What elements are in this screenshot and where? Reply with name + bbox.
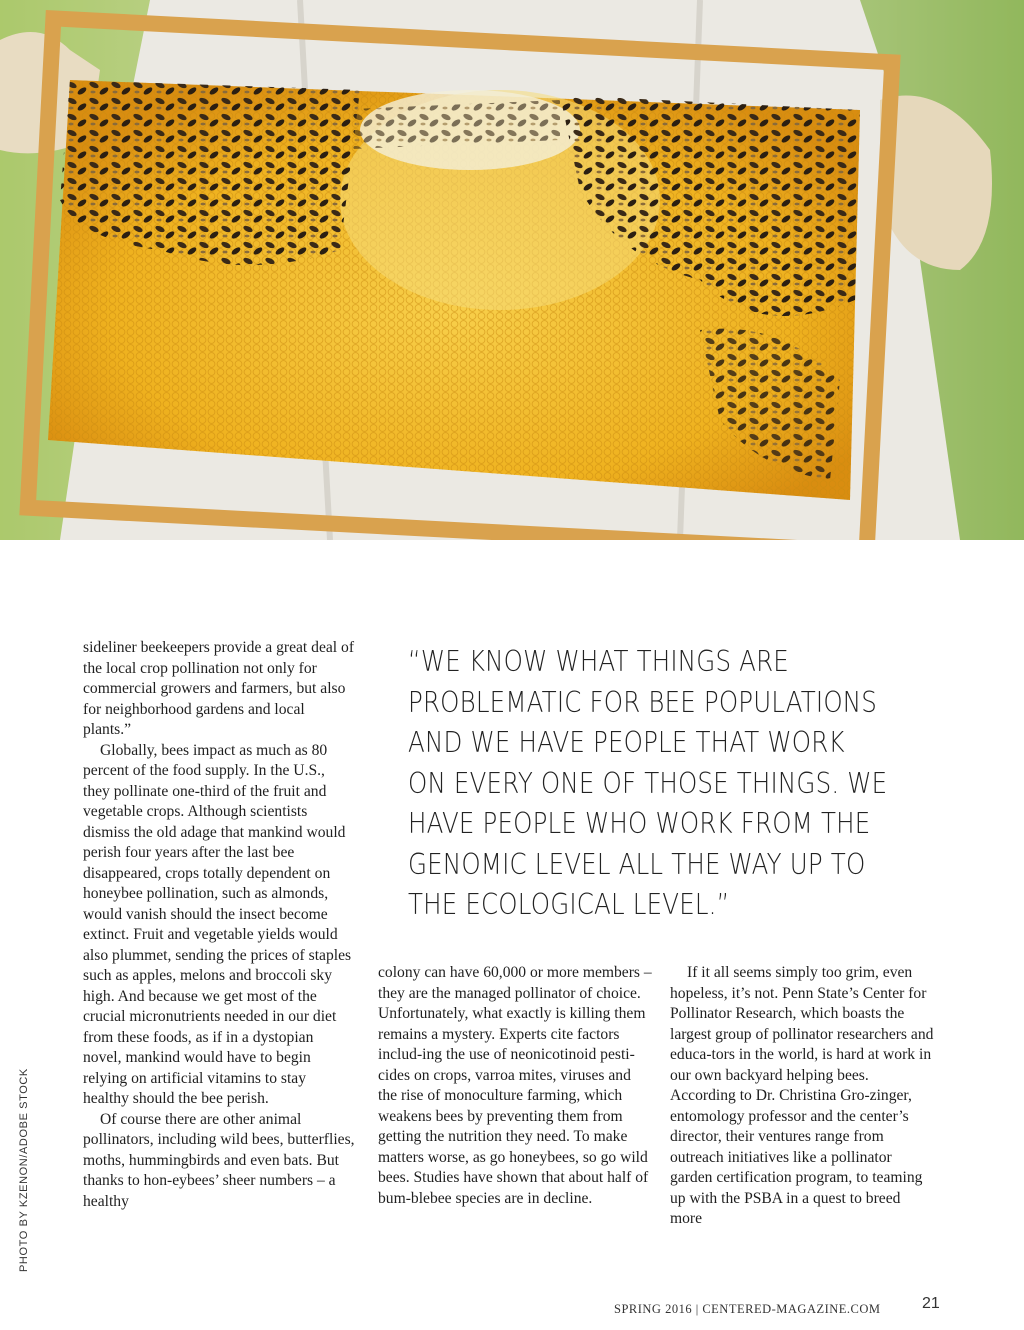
pull-quote-line: HAVE PEOPLE WHO WORK FROM THE xyxy=(408,807,871,840)
article-column-1 xyxy=(83,638,355,1212)
pull-quote-line: “WE KNOW WHAT THINGS ARE xyxy=(408,645,789,678)
paragraph: sideliner beekeepers provide a great deal of the local crop pollination not only for commercial growers and farmers, but also for neighborhood gardens and local plants.” xyxy=(83,639,355,738)
paragraph: Globally, bees impact as much as 80 percent of the food supply. In the U.S., they pollinate one-third of the fruit and vegetable crops. Although scientists dismiss the old adage that mankind would perish four years after the last bee disappeared, crops totally dependent on honeybee pollination, such as almonds, would vanish should the insect become extinct. Fruit and vegetable yields would also plummet, sending the prices of staples such as apples, melons and broccoli sky high. And because we get most of the crucial micronutrients needed in our diet from these foods, as if in a dystopian novel, mankind would have to begin relying on artificial vitamins to stay healthy should the bee perish. xyxy=(83,741,352,1107)
paragraph: colony can have 60,000 or more members – they are the managed pollinator of choice. Unfortunately, what exactly is killing them remains a mystery. Experts cite factors includ-ing the use of neonicotinoid pesti-cides on crops, varroa mites, viruses and the rise of monoculture farming, which weakens bees by preventing them from getting the nutrition they need. To make matters worse, as go honeybees, so go wild bees. Studies have shown that about half of bum-blebee species are in decline. xyxy=(378,964,652,1207)
paragraph: If it all seems simply too grim, even hopeless, it’s not. Penn State’s Center for Pollinator Research, which boasts the largest group of pollinator researchers and educa-tors in the world, is hard at work in our own backyard helping bees. According to Dr. Christina Gro-zinger, entomology professor and the center’s director, their ventures range from outreach initiatives like a pollinator garden certification program, to teaming up with the PSBA in a quest to breed more xyxy=(670,964,934,1227)
pull-quote-line: PROBLEMATIC FOR BEE POPULATIONS xyxy=(408,685,878,719)
beekeeper-honeycomb-photo xyxy=(0,0,1024,540)
pull-quote-line: AND WE HAVE PEOPLE THAT WORK xyxy=(408,726,845,759)
pull-quote xyxy=(408,642,890,926)
issue-footer: SPRING 2016 | CENTERED-MAGAZINE.COM xyxy=(614,1302,881,1316)
pull-quote-line: ON EVERY ONE OF THOSE THINGS. WE xyxy=(408,766,888,800)
pull-quote-line: THE ECOLOGICAL LEVEL.” xyxy=(408,888,730,921)
paragraph: Of course there are other animal pollinators, including wild bees, butterflies, moths, hummingbirds and even bats. But thanks to hon-eybees’ sheer numbers – a healthy xyxy=(83,1110,355,1210)
pull-quote-line: GENOMIC LEVEL ALL THE WAY UP TO xyxy=(408,847,866,881)
page-number: 21 xyxy=(922,1295,940,1312)
article-column-2 xyxy=(378,963,652,1209)
article-column-3 xyxy=(670,963,936,1230)
photo-credit: PHOTO BY KZENON/ADOBE STOCK xyxy=(18,1068,30,1272)
